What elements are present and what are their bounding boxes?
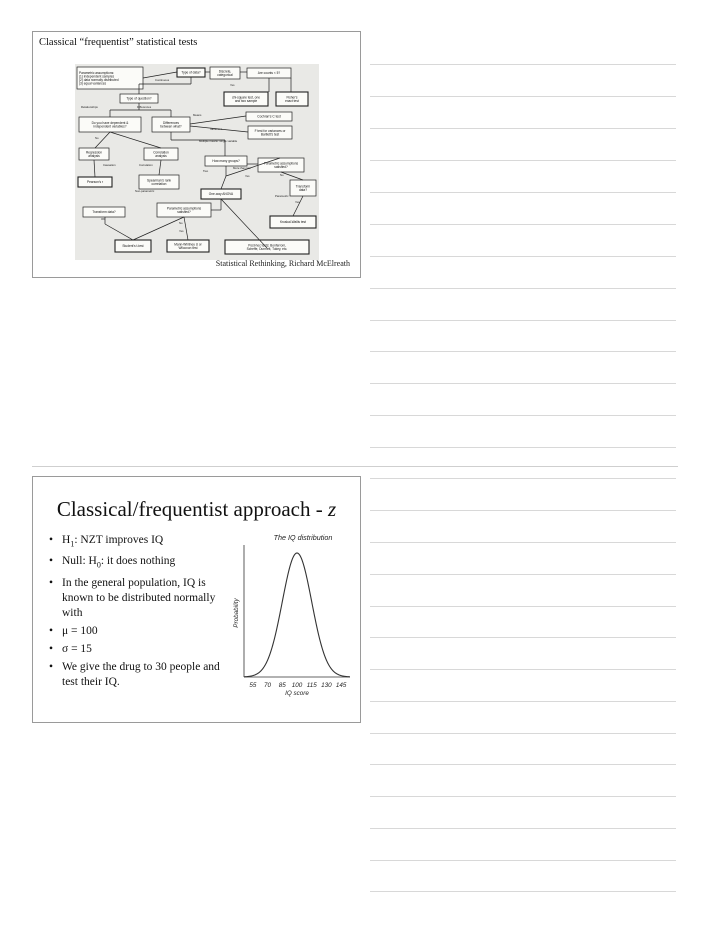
note-line xyxy=(370,733,676,734)
flow-edge-label: Yes xyxy=(295,200,300,204)
flow-edge-label: Relationships xyxy=(81,105,98,109)
flow-node-dependent xyxy=(79,117,141,132)
flow-edge-label: Means xyxy=(193,113,202,117)
flow-node-text: Bartlett's test xyxy=(260,132,280,137)
flow-node-text: Parametric assumptions xyxy=(166,206,202,211)
bullet-text: μ = 100 xyxy=(62,624,98,637)
flow-node-text: One-way ANOVA xyxy=(208,192,234,197)
note-line xyxy=(370,320,676,321)
flow-node-text: Cochran's C test xyxy=(257,114,281,119)
iq-distribution-chart xyxy=(206,529,356,707)
x-tick-label: 70 xyxy=(264,682,272,689)
flow-node-ftest xyxy=(248,126,292,139)
note-line xyxy=(370,637,676,638)
bullet-text: We give the drug to 30 people and test their IQ. xyxy=(62,660,220,688)
note-line xyxy=(370,796,676,797)
flow-node-text: How many groups? xyxy=(212,159,240,164)
note-line xyxy=(370,415,676,416)
slide-title xyxy=(33,497,360,522)
flow-edge-label: Yes xyxy=(245,174,250,178)
slide-credit: Statistical Rethinking, Richard McElreath xyxy=(215,259,350,268)
flow-node-test-ok xyxy=(83,207,125,217)
flow-node-text: Type of data? xyxy=(181,70,201,75)
flow-node-text: Pearson's r xyxy=(86,180,104,185)
flow-node-text: Are counts < 5? xyxy=(257,71,281,76)
slide-1 xyxy=(32,31,361,278)
flow-edge-label: Yes xyxy=(179,229,184,233)
flow-edge-label: No xyxy=(95,136,99,140)
flow-edge-label: Continuous xyxy=(155,78,170,82)
flow-node-text: data? xyxy=(299,187,307,192)
note-line xyxy=(370,447,676,448)
flow-edge-label: No xyxy=(280,173,284,177)
flow-node-text: Correlation xyxy=(153,150,169,155)
flow-node-pearson xyxy=(78,177,112,187)
flow-node-students-t xyxy=(115,240,151,252)
flow-node-text: Parametric assumptions xyxy=(263,161,299,166)
note-line xyxy=(370,192,676,193)
flow-node-text: Differences xyxy=(162,120,180,125)
flow-node-text: correlation xyxy=(151,181,167,186)
flow-node-regression xyxy=(79,148,109,160)
bullet-text: : it does nothing xyxy=(100,555,176,568)
x-tick-label: 55 xyxy=(249,682,257,689)
flow-node-text: satisfied? xyxy=(274,164,288,169)
page-divider xyxy=(32,466,678,467)
flow-node-param-sat xyxy=(258,158,304,172)
bullet-subscript: 0 xyxy=(96,560,101,570)
bullet-text: σ = 15 xyxy=(62,642,92,655)
flow-node-text: Transform data? xyxy=(92,210,116,215)
flow-edge-label: Variances xyxy=(210,127,223,131)
flow-node-assumptions xyxy=(77,67,143,89)
flow-node-one-way xyxy=(201,189,241,199)
flow-node-type-of-data xyxy=(177,68,205,77)
flow-node-kruskal xyxy=(270,216,316,228)
note-line xyxy=(370,351,676,352)
bullet-text: Null: H xyxy=(62,555,97,568)
title-variable: z xyxy=(327,497,337,521)
note-line xyxy=(370,96,676,97)
flow-node-text: Transform xyxy=(295,184,311,189)
flow-node-text: Spearman's rank xyxy=(147,178,171,183)
note-line xyxy=(370,478,676,479)
title-text: Classical/frequentist approach - xyxy=(56,497,328,521)
x-tick-label: 115 xyxy=(306,682,317,689)
x-tick-label: 100 xyxy=(291,682,303,689)
slide-title: Classical “frequentist” statistical tests xyxy=(39,37,198,48)
note-line xyxy=(370,510,676,511)
bullet-item xyxy=(47,554,222,572)
flow-node-cochran xyxy=(246,112,292,121)
note-line xyxy=(370,828,676,829)
note-line xyxy=(370,606,676,607)
note-line xyxy=(370,64,676,65)
flow-node-fisher xyxy=(276,92,308,106)
flow-node-how-many xyxy=(205,156,247,166)
flow-node-any-counts xyxy=(247,68,291,78)
flow-edge-label: Correlation xyxy=(139,163,153,167)
flow-node-spearman xyxy=(139,175,179,189)
flow-edge-label: OK xyxy=(101,217,106,221)
bullet-text: In the general population, IQ is known to be distributed normally with xyxy=(62,576,216,619)
flow-node-type-of-question xyxy=(120,94,158,103)
x-tick-label: 130 xyxy=(321,682,332,689)
flow-node-mann xyxy=(167,240,209,252)
note-line xyxy=(370,256,676,257)
flow-node-text: categorical xyxy=(217,72,233,77)
flow-edge-label: Causation xyxy=(103,163,116,167)
flow-node-text: Type of question? xyxy=(126,96,152,101)
flow-edge-label: Parametric xyxy=(275,194,289,198)
note-line xyxy=(370,128,676,129)
note-line xyxy=(370,860,676,861)
y-axis-label: Probability xyxy=(233,598,240,628)
flow-node-posthoc xyxy=(225,240,309,254)
flow-node-text: (3) equal variances xyxy=(79,81,107,86)
flow-edge-label: Two xyxy=(203,169,209,173)
x-axis-label: IQ score xyxy=(285,690,309,697)
flow-edge-label: Yes xyxy=(230,83,235,87)
note-line xyxy=(370,701,676,702)
bullet-item xyxy=(47,624,222,639)
flow-node-text: Kruskal-Wallis test xyxy=(279,220,307,225)
flow-node-text: Wilcoxon test xyxy=(178,245,198,250)
bullet-item xyxy=(47,533,222,551)
bullet-text: H xyxy=(62,534,71,546)
note-line xyxy=(370,160,676,161)
bullet-subscript: 1 xyxy=(70,539,75,549)
flow-node-chi-square xyxy=(224,92,268,106)
flow-node-text: chi-square test, one xyxy=(232,95,260,100)
flow-node-text: between what? xyxy=(160,124,182,129)
chart-title: The IQ distribution xyxy=(273,533,333,542)
flow-node-text: Discrete, xyxy=(218,69,232,74)
flow-node-text: Student's t-test xyxy=(122,244,144,249)
flow-node-discrete xyxy=(210,67,240,79)
flow-node-text: analysis xyxy=(155,153,167,158)
note-line xyxy=(370,574,676,575)
flow-node-transform xyxy=(290,180,316,196)
bullet-item xyxy=(47,576,222,621)
flow-node-text: F test for variances or xyxy=(254,128,286,133)
flow-edge-label: Non-parametric xyxy=(135,189,155,193)
flow-node-text: Scheffe, Dunnett, Tukey, etc. xyxy=(246,246,288,251)
bullet-text: : NZT improves IQ xyxy=(74,534,164,546)
x-tick-label: 145 xyxy=(335,682,347,689)
flow-node-text: and two sample xyxy=(234,98,258,103)
flow-edge-label: Differences xyxy=(137,105,152,109)
flow-node-text: Fisher's xyxy=(286,95,298,100)
flow-node-differences xyxy=(152,117,190,132)
flow-node-text: (2) data normally distributed xyxy=(79,77,119,82)
flow-node-text: Post-hoc tests: Bonferroni, xyxy=(248,243,286,248)
series-line-iq-density xyxy=(244,553,350,677)
note-line xyxy=(370,542,676,543)
flow-node-text: Regression xyxy=(85,150,103,155)
note-line xyxy=(370,224,676,225)
flow-node-text: Do you have dependent & xyxy=(91,120,129,125)
flow-node-text: independent variables? xyxy=(93,124,127,129)
flow-edge-label: No xyxy=(179,221,183,225)
flow-node-text: satisfied? xyxy=(177,209,191,214)
bullet-item xyxy=(47,642,222,657)
flow-edge-label: More than two xyxy=(233,166,251,170)
note-line xyxy=(370,288,676,289)
flow-edge-label: Multiple means: single variable xyxy=(199,139,238,143)
flow-node-text: exact test xyxy=(285,98,299,103)
flow-node-text: (1) independent samples xyxy=(79,74,115,79)
x-tick-label: 85 xyxy=(278,682,286,689)
flow-node-text: analysis xyxy=(88,153,100,158)
flow-node-correlation xyxy=(144,148,178,160)
flow-node-param-sat2 xyxy=(157,203,211,217)
note-line xyxy=(370,383,676,384)
bullet-item xyxy=(47,660,222,690)
bullet-list xyxy=(47,533,222,693)
slide-2 xyxy=(32,476,361,723)
note-line xyxy=(370,764,676,765)
flow-node-text: Parametric assumptions: xyxy=(79,70,115,75)
note-line xyxy=(370,669,676,670)
note-line xyxy=(370,891,676,892)
flowchart-image xyxy=(75,64,319,260)
flow-node-text: Mann-Whitney U or xyxy=(174,242,202,247)
